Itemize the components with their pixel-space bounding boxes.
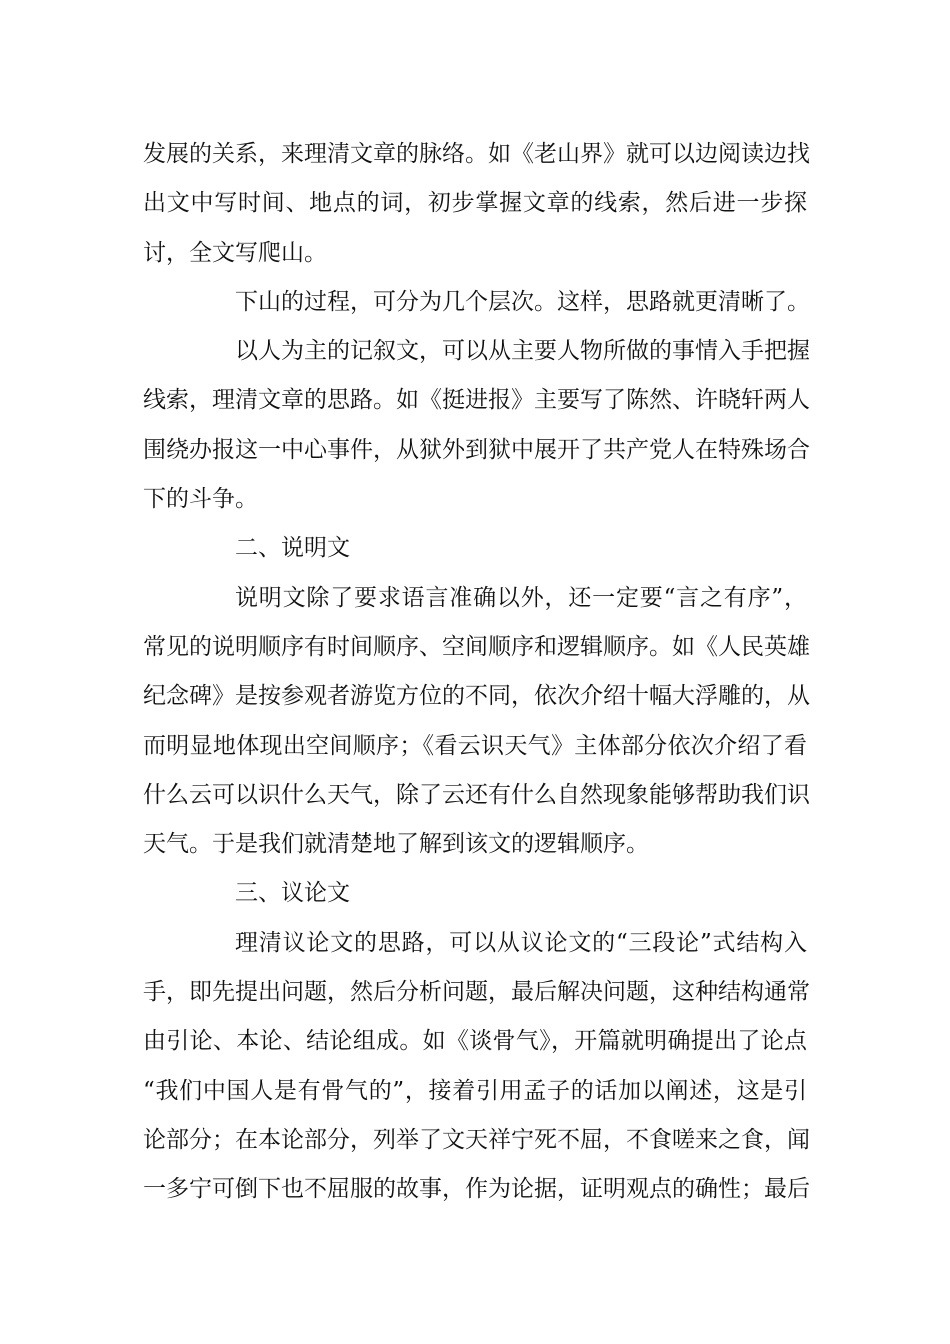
body-line: “我们中国人是有骨气的”，接着引用孟子的话加以阐述，这是引 (143, 1077, 807, 1104)
body-line: 纪念碑》是按参观者游览方位的不同，依次介绍十幅大浮雕的，从 (143, 683, 810, 710)
body-line: 常见的说明顺序有时间顺序、空间顺序和逻辑顺序。如《人民英雄 (143, 633, 810, 660)
body-line: 出文中写时间、地点的词，初步掌握文章的线索，然后进一步探 (143, 190, 807, 217)
body-line: 由引论、本论、结论组成。如《谈骨气》，开篇就明确提出了论点 (143, 1028, 807, 1055)
paragraph-start-line: 说明文除了要求语言准确以外，还一定要“言之有序”， (235, 584, 807, 611)
section-heading-argumentative: 三、议论文 (235, 880, 350, 907)
body-line: 线索，理清文章的思路。如《挺进报》主要写了陈然、许晓轩两人 (143, 387, 810, 414)
body-line: 一多宁可倒下也不屈服的故事，作为论据，证明观点的确性；最后 (143, 1176, 810, 1203)
body-line: 讨，全文写爬山。 (143, 239, 327, 266)
section-heading-expository: 二、说明文 (235, 535, 350, 562)
document-body (143, 130, 810, 1215)
paragraph-start-line: 下山的过程，可分为几个层次。这样，思路就更清晰了。 (235, 288, 810, 315)
body-line: 发展的关系，来理清文章的脉络。如《老山界》就可以边阅读边找 (143, 141, 810, 167)
paragraph-start-line: 以人为主的记叙文，可以从主要人物所做的事情入手把握 (235, 338, 810, 365)
body-line: 手，即先提出问题，然后分析问题，最后解决问题，这种结构通常 (143, 979, 810, 1006)
body-line: 论部分；在本论部分，列举了文天祥宁死不屈，不食嗟来之食，闻 (143, 1126, 810, 1153)
body-line: 什么云可以识什么天气，除了云还有什么自然现象能够帮助我们识 (143, 781, 810, 808)
body-line: 围绕办报这一中心事件，从狱外到狱中展开了共产党人在特殊场合 (143, 436, 810, 463)
body-line: 天气。于是我们就清楚地了解到该文的逻辑顺序。 (143, 831, 649, 858)
body-line: 下的斗争。 (143, 486, 258, 513)
paragraph-start-line: 理清议论文的思路，可以从议论文的“三段论”式结构入 (235, 929, 807, 956)
body-line: 而明显地体现出空间顺序；《看云识天气》主体部分依次介绍了看 (143, 732, 807, 759)
